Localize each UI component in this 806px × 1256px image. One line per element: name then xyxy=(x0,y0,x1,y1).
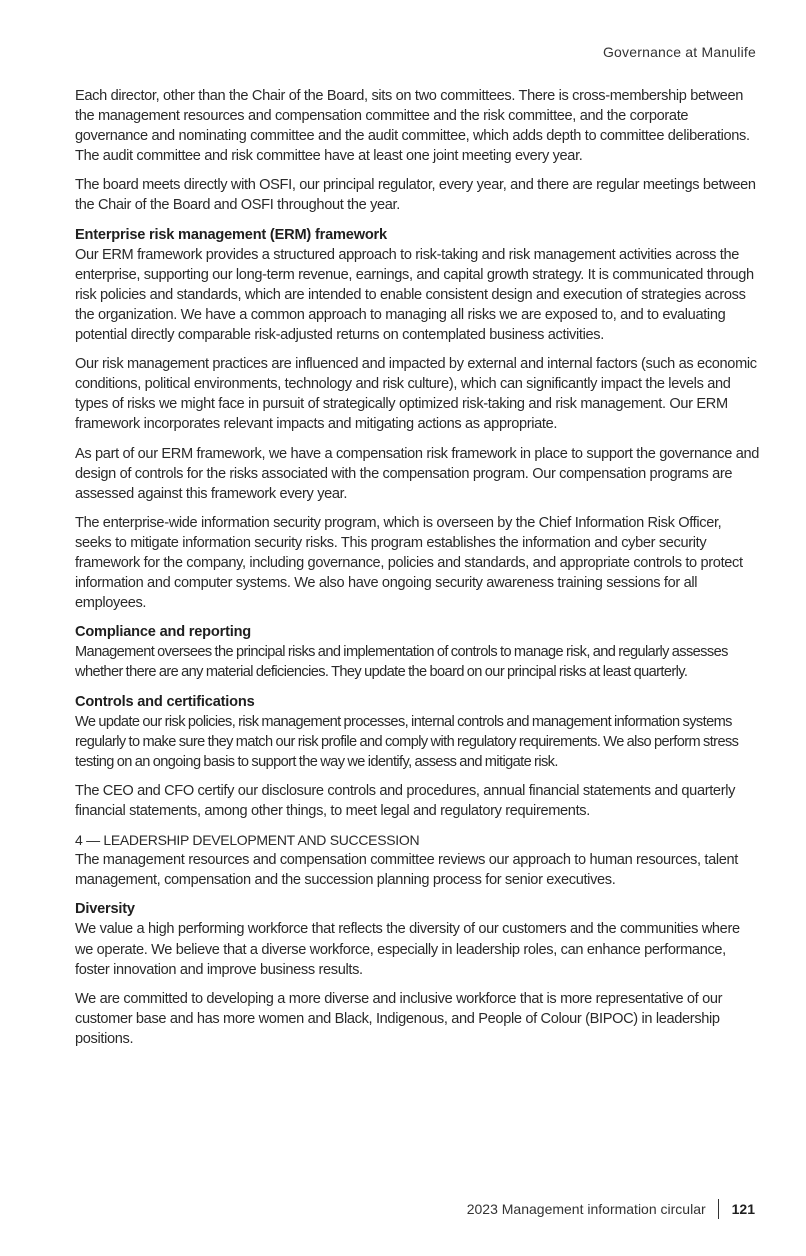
heading-controls: Controls and certifications xyxy=(75,693,255,710)
running-header: Governance at Manulife xyxy=(602,44,756,60)
paragraph-controls-1: We update our risk policies, risk management processes, internal controls and management information systems regularly to make sure they match our risk profile and comply with regulatory requirements. We also perform stress testing on an ongoing basis to support the way we identify, assess and mitigate risk. xyxy=(75,713,739,770)
paragraph-erm-3: As part of our ERM framework, we have a compensation risk framework in place to support the governance and design of controls for the risks associated with the compensation program. Our compensation programs are assessed against this framework every year. xyxy=(75,445,760,502)
paragraph-leadership: The management resources and compensation committee reviews our approach to human resources, talent management, compensation and the succession planning process for senior executives. xyxy=(75,852,738,889)
heading-compliance: Compliance and reporting xyxy=(75,624,252,641)
paragraph-compliance: Management oversees the principal risks and implementation of controls to manage risk, and regularly assesses whether there are any material deficiencies. They update the board on our principal risks at least quarterly. xyxy=(75,644,728,681)
footer-divider xyxy=(718,1199,719,1219)
heading-leadership: 4 — LEADERSHIP DEVELOPMENT AND SUCCESSION xyxy=(75,832,420,849)
paragraph-erm-4: The enterprise-wide information security program, which is overseen by the Chief Information Risk Officer, seeks to mitigate information security risks. This program establishes the information and cyber security framework for the company, including governance, policies and standards, and appropriate controls to protect information and computer systems. We also have ongoing security awareness training sessions for all employees. xyxy=(75,514,743,612)
footer-document-title: 2023 Management information circular xyxy=(466,1201,706,1217)
heading-diversity: Diversity xyxy=(75,901,135,918)
paragraph-erm-1: Our ERM framework provides a structured approach to risk-taking and risk management activities across the enterprise, supporting our long-term revenue, earnings, and capital growth strategy. It is communicated through risk policies and standards, which are intended to enable consistent design and execution of strategies across the organization. We have a common approach to managing all risks we are exposed to, and to evaluating potential directly comparable risk-adjusted returns on contemplated business activities. xyxy=(75,246,754,344)
paragraph-osfi: The board meets directly with OSFI, our principal regulator, every year, and there are regular meetings between the Chair of the Board and OSFI throughout the year. xyxy=(75,177,756,214)
paragraph-controls-2: The CEO and CFO certify our disclosure controls and procedures, annual financial statements and quarterly financial statements, among other things, to meet legal and regulatory requirements. xyxy=(75,782,736,819)
paragraph-diversity-1: We value a high performing workforce that reflects the diversity of our customers and the communities where we operate. We believe that a diverse workforce, especially in leadership roles, can enhance performance, foster innovation and improve business results. xyxy=(75,921,740,978)
page-number: 121 xyxy=(731,1201,755,1217)
paragraph-diversity-2: We are committed to developing a more diverse and inclusive workforce that is more representative of our customer base and has more women and Black, Indigenous, and People of Colour (BIPOC) in leadership positions. xyxy=(75,990,723,1047)
paragraph-erm-2: Our risk management practices are influenced and impacted by external and internal factors (such as economic conditions, political environments, technology and risk culture), which can significantly impact the levels and types of risks we might face in pursuit of strategically optimized risk-taking and risk management. Our ERM framework incorporates relevant impacts and mitigating actions as appropriate. xyxy=(75,356,757,433)
page-footer xyxy=(467,1198,755,1220)
page-body xyxy=(75,86,760,1058)
heading-erm-framework: Enterprise risk management (ERM) framework xyxy=(75,226,387,243)
paragraph-committees: Each director, other than the Chair of the Board, sits on two committees. There is cross-membership between the management resources and compensation committee and the risk committee, and the corporate governance and nominating committee and the audit committee, which adds depth to committee deliberations. The audit committee and risk committee have at least one joint meeting every year. xyxy=(75,88,750,165)
